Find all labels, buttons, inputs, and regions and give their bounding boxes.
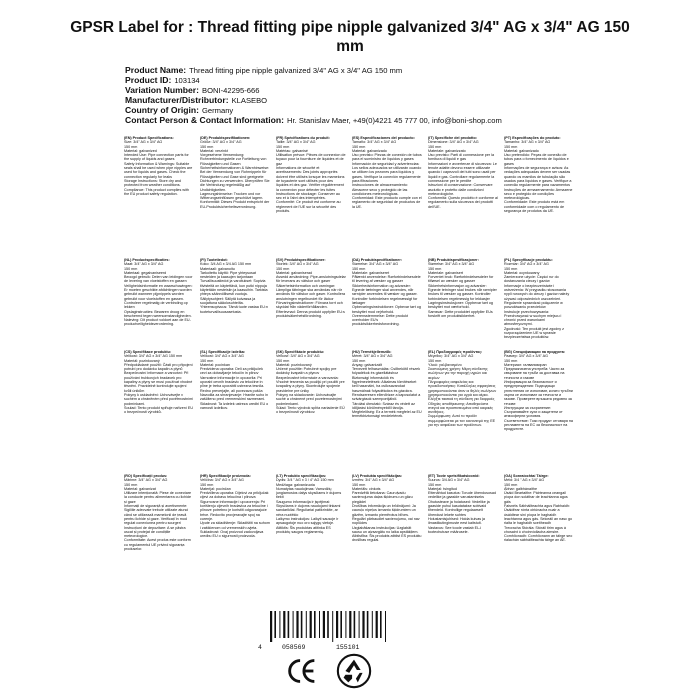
spec-cell-text: Velikost: 3/4" AG x 3/4" AG 150 mm Materiál: pozinkovaný Předpokládané použití: Části pro připojení potrubí pro dodávku kapalin a plynů Bezpečnostní informace a varování: Při používání trubkových bradavek pro kapaliny a plyny se musí používat vhodné těsnění. Pravidelně kontrolujte spojení kvůli únikům Pokyny k uskladnění: Uchovávejte v suchém a chráněném před povětrnostními podmínkami. Soulad: Tento produkt splňuje nařízení EU o bezpečnosti výrobků. bbox=[124, 354, 194, 415]
meta-row-manufacturer: Manufacturer/Distributor: KLASEBO bbox=[125, 94, 268, 105]
spec-cell-heading: (GA) Sonraíochtaí Táirge: bbox=[504, 474, 549, 478]
page-title: GPSR Label for : Thread fitting pipe nipple galvanized 3/4" AG x 3/4" AG 150 mm bbox=[70, 19, 630, 55]
ean-barcode bbox=[258, 611, 390, 651]
spec-cell-text: Taille: 3/4" AG x 3/4" AG 150 mm Matériau: galvanisé Utilisation prévue: Pièces de connexion de tuyaux pour la fourniture de liquides et de gaz Informations de sécurité et avertissements: Des joints appropriés doivent être utilisés lorsque les mamelons de tuyauterie sont utilisés pour des liquides et des gaz. Vérifier régulièrement la connexion pour détecter les fuites Instructions de stockage: Conserver au sec et à l'abri des intempéries. Conformité: Ce produit est conforme au règlement de l'UE sur la sécurité des produits. bbox=[276, 140, 346, 214]
spec-cell bbox=[504, 474, 576, 564]
spec-cell-heading: (FR) Spécifications du produit: bbox=[276, 136, 330, 140]
spec-cell-heading: (NB) Produktspesifikasjoner: bbox=[428, 258, 479, 262]
spec-cell bbox=[428, 258, 500, 350]
spec-cell-text: Tamanho: 3/4" AG x 3/4" AG 150 mm Material: galvanizado Uso pretendido: Peças de conexão de tubos para o fornecimento de líquidos e gases Informações de segurança e avisos: As vedações adequadas devem ser usadas quando os mamilos de tubulação são usados para líquidos e gases. Verifique a conexão regularmente para vazamentos Instruções de armazenamento: Armazene seco e protegido de condições meteorológicas. Conformidade: Este produto está em conformidade com o regulamento de segurança de produtos da UE. bbox=[504, 140, 573, 214]
spec-cell-heading: (HU) Termékjellemzők: bbox=[352, 350, 392, 354]
spec-cell-heading: (EN) Product Specifications: bbox=[124, 136, 174, 140]
spec-cell-text: Méret: 3/4" AG x 3/4" AG 150 mm Anyag: galvanizált Tervezett felhasználás: Csőbekötő részek folyadékok és gázellátáshoz Biztonsági információk és figyelmeztetések: Alkalmas tömítéseket kell használni, ha csőcsavarokat használnak folyadékokra és gázokra. Rendszeresen ellenőrizze a kapcsolatot a szivárgások szempontjából. Tárolási útmutató: Száraz és védett az időjárási körülményektől tárolja. Megfelelőség: Ez a termék megfelel az EU termékbiztonsági rendeletének. bbox=[352, 354, 422, 419]
spec-cell-heading: (SK) Špecifikácie produktu: bbox=[276, 350, 325, 354]
product-meta bbox=[125, 66, 645, 125]
spec-cell-heading: (HR) Specifikacije proizvoda: bbox=[200, 474, 251, 478]
spec-cell-text: Izmērs: 3/4" AG x 3/4" AG 150 mm Materiāls: cinkots Paredzētā lietošana: Cauruļvadu savienojuma daļas šķidrumu un gāzu piegādei Drošības informācija un brīdinājumi: Ja cauruļu nipeļus izmanto šķidrumiem un gāzēm, izmanto piemērotus blīves. Regulāri pārbaudiet savienojumu, vai nav noplūdes Uzglabāšanas instrukcijas: Uzglabāt sausu un aizsargātu no laika apstākļiem. Atbilstība: Šis produkts atbilst ES produktu drošības regulai. bbox=[352, 478, 422, 543]
spec-cell bbox=[352, 258, 424, 350]
meta-row-contact: Contact Person & Contact Information: Hr. Stanislav Maer, +49(0)4221 45 777 00, info@boni-shop.com bbox=[125, 114, 502, 125]
spec-cell-text: Size: 3/4" AG x 3/4" AG 150 mm Material: galvanized Intended Use: Pipe connection parts for the supply of liquids and gases Safety Information & Warnings: Suitable seals shall be used when pipe nipples are used for liquids and gases. Check the connection regularly for leaks Storage Instructions: Store dry and protected from weather conditions. Compliance: This product complies with the EU product safety regulation. bbox=[124, 140, 193, 196]
spec-cell-text: Veľkosť: 3/4" AG x 3/4" AG 150 mm Materiál: pozinkovaný Určené použitie: Potrubné spojky pre dodávky kvapalín a plynov Bezpečnostné informácie a varovania: Vhodné tesnenia sa použijú pri použití pre kvapaliny a plyny. Skontrolujte spojenie pravidelne pre úniky Pokyny na skladovanie: Uchovávajte suché a chránené pred poveternostnými podmienkami. Súlad: Tento výrobok spĺňa nariadenie EÚ o bezpečnosti výrobkov. bbox=[276, 354, 345, 415]
spec-cell-text: Størrelse: 3/4" AG x 3/4" AG 150 mm Materiale: galvaniseret Påtænkt anvendelse: Rørforbindelsesdele til levering af væsker og gasser Sikkerhedsinformation og advarsler: Egnede tætninger skal anvendes, når rørnipler anvendes til væsker og gasser. Kontroller forbindelsen regelmæssigt for lækager Opbevaringsinstruktioner: Opbevar tørt og beskyttet mod vejrforhold. Overensstemmelse: Dette produkt overholder EU's produktsikkerhedsforordning. bbox=[352, 262, 421, 327]
spec-cell-text: Maat: 3/4" AG x 3/4" AG 150 mm Materiaal: gegalvaniseerd Beoogd gebruik: Delen van leidingen voor de levering van vloeistoffen en gassen Veiligheidsinformatie en waarschuwingen: Er moeten geschikte afdichtingen worden gebruikt wanneer pijpnippels worden gebruikt voor vloeistoffen en gassen. Controleer regelmatig de verbinding op lekken Opslaginstructies: Bewaren droog en beschermd tegen weersomstandigheden. Naleving: Dit product voldoet aan de EU-productveiligheidsverordening. bbox=[124, 262, 193, 327]
recycling-icon bbox=[335, 652, 373, 690]
meta-row-product-name: Product Name: Thread fitting pipe nipple galvanized 3/4" AG x 3/4" AG 150 mm bbox=[125, 65, 403, 75]
spec-cell bbox=[124, 474, 196, 564]
spec-cell-text: Veličina: 3/4" AG x 3/4" AG 150 mm Materijal: pocinčan Predviđena uporaba: Dijelovi za priključak cijevi za dobavu tekućina i plinova Sigurnosne informacije i upozorenja: Pri korištenju cijevnih bradavica za tekućine i plinove potrebno je koristiti odgovarajuće brtve. Redovito provjeravajte spoj na curenje. Upute za skladištenje: Skladištiti na suhom i zaštićenom od vremenskih uvjeta. Sukladnost: Ovaj proizvod zadovoljava uredbu EU o sigurnosti proizvoda. bbox=[200, 478, 270, 539]
spec-cell-heading: (DE) Produktspezifikationen: bbox=[200, 136, 251, 140]
spec-cell-text: Velikost: 3/4" AG x 3/4" AG 150 mm Material: pocinkan Predvidena uporaba: Deli za priključek cevi za dobavljanje tekočin in plinov Varnostne informacije in opozorila: Pri uporabi cevnih bradavic za tekočine in pline je treba uporabiti ustrezna tesnila. Redno preverjajte, ali povezava pušča Navodila za shranjevanje: Hranite suho in zaščiteno pred vremenskimi razmerami. Skladnost: Ta izdelek ustreza uredbi EU o varnosti izdelkov. bbox=[200, 354, 269, 410]
spec-cell-heading: (LT) Produkto specifikacijos: bbox=[276, 474, 327, 478]
spec-cell bbox=[352, 474, 424, 564]
spec-cell-text: Storlek: 3/4" AG x 3/4" AG 150 mm Material: galvaniserad Avsedd användning: Pipe-anslutningsdelar för leverans av vätskor och gaser Säkerhetsinformation och varningar: Lämpliga tätningar ska användas när rör används för vätskor och gaser. Kontrollera anslutningen regelbundet för läckor Förvaringsinstruktioner: Förvara torrt och skyddat från väderförhållanden. Efterlevnad: Denna produkt uppfyller EU:s produktsäkerhetsförordning. bbox=[276, 262, 346, 318]
spec-cell bbox=[200, 474, 272, 564]
spec-cell-text: Mărime: 3/4" AG x 3/4" AG 150 mm Material: galvanizat Utilizare intenționată: Piese de conectare la conducte pentru alimentarea cu lichide și gaze Informații de siguranță și avertismente: Sigiliile adecvate trebuie utilizate atunci când se utilizează mamelonii de țeavă pentru lichide și gaze. Verificați în mod regulat conexiunea pentru scurgeri Instrucțiuni de depozitare: A se păstra uscat și protejat de condițiile meteorologice. Conformitate: Acest produs este conform cu regulamentul UE privind siguranța produselor. bbox=[124, 478, 192, 552]
meta-row-country-of-origin: Country of Origin: Germany bbox=[125, 104, 234, 115]
spec-cell bbox=[276, 350, 348, 474]
spec-cell-heading: (CS) Specifikace produktu: bbox=[124, 350, 172, 354]
spec-cell-text: Größe: 3/4" AG x 3/4" AG 150 mm Material: verzinkt Vorgesehene Verwendung: Rohrverbindungsteile zur Fortleitung von Flüssigkeiten und Gasen Sicherheitsinformationen & Warnhinweise: Bei der Verwendung von Rohrnippeln für Flüssigkeiten und Gase sind geeignete Dichtungen zu verwenden. Überprüfen Sie die Verbindung regelmäßig auf Undichtigkeiten. Lagerungshinweise: Trocken und vor Witterungseinflüssen geschützt lagern. Konformität: Dieses Produkt entspricht der EU-Produktsicherheitsverordnung. bbox=[200, 140, 270, 209]
spec-cell-heading: (LV) Produkta specifikācijas: bbox=[352, 474, 403, 478]
spec-cell bbox=[504, 350, 576, 474]
spec-cell-text: Размер: 3/4" AG x 3/4" AG 150 mm Материал: галванизиран Предназначена употреба: Части за свързване на тръби за доставка на течности и газове Информация за безопасност и предупреждения: Подходящи уплътнения се използват, когато тръбни зърна се използват за течности и газове. Проверете връзката редовно за течове Инструкции за съхранение: Съхранявайте сухи и защитени от атмосферни условия. Съответствие: Този продукт отговаря на регламента на ЕС за безопасност на продуктите. bbox=[504, 354, 573, 432]
spec-cell bbox=[124, 258, 196, 350]
spec-cell bbox=[200, 258, 272, 350]
spec-cell-text: Μέγεθος: 3/4" AG x 3/4" AG 150 mm Υλικό: γαλβανισμένο Σκοπούμενη χρήση: Μέρη σύνδεσης σωλήνων για την παροχή υγρών και αερίων Πληροφορίες ασφαλείας και προειδοποιήσεις: Κατάλληλες σφραγίσεις χρησιμοποιούνται όταν οι θηλές σωλήνων χρησιμοποιούνται για υγρά και αέρια. Ελέγξτε τακτικά τη σύνδεση για διαρροές Οδηγίες αποθήκευσης: Αποθηκεύστε στεγνά και προστατευμένα από καιρικές συνθήκες. Συμμόρφωση: Αυτό το προϊόν συμμορφώνεται με τον κανονισμό της ΕΕ για την ασφάλεια των προϊόντων. bbox=[428, 354, 497, 428]
spec-cell-heading: (PL) Specyfikacje produktu: bbox=[504, 258, 553, 262]
spec-cell bbox=[428, 136, 500, 258]
spec-cell bbox=[352, 136, 424, 258]
spec-cell-text: Rozmiar: 3/4" AG x 3/4" AG 150 mm Materiał: ocynkowany Zamierzone użycie: Części rur do dostarczania cieczy i gazów Informacje o bezpieczeństwie i ostrzeżenia: W przypadku stosowania nypli rurowych do cieczy i gazów należy używać odpowiednich uszczelnień. Regularnie sprawdzać połączenie w poszukiwaniu przecieków Instrukcje przechowywania: Przechowywać w suchym miejscu i chronić przed warunkami atmosferycznymi. Zgodność: Ten produkt jest zgodny z rozporządzeniem UE w sprawie bezpieczeństwa produktów. bbox=[504, 262, 570, 340]
spec-cell-heading: (PT) Especificações do produto: bbox=[504, 136, 561, 140]
spec-cell bbox=[124, 136, 196, 258]
spec-cell-text: Koko: 3/4 AG x 3/4 AG 150 mm Materiaali: galvanoitu Tarkoitettu käyttö: Pipe yhteysosat nesteiden ja kaasujen tarjontaan Turvallisuustiedot ja varoitukset: Sopivia tiivisteitä on käytettävä, kun putki nippuja käytetään nesteisiin ja kaasuihin. Tarkista yhteys säännöllisesti vuotoja. Säilytysohjeet: Säilytä kuivassa ja suojattuna sääolosuhteilta. Yhteensopivuus: Tämä tuote vastaa EU:n tuoteturvallisuusasetusta. bbox=[200, 262, 268, 314]
spec-cell bbox=[504, 136, 576, 258]
language-spec-grid bbox=[124, 136, 576, 564]
barcode-left-digits: 058569 bbox=[282, 644, 306, 651]
spec-cell-heading: (DA) Produktspecifikationer: bbox=[352, 258, 402, 262]
spec-cell bbox=[352, 350, 424, 474]
spec-cell-text: Dydis: 3/4 " AG x 3 / 4" AG 150 mm Medžiaga: galvanizuota Numatytas naudojimas: Vamzdžių jungiamosios dalys skysčiams ir dujoms tiekti Saugumo informacija ir įspėjimai: Skysčiams ir dujoms naudojami tinkami sandarikliai. Reguliariai patikrinkite, ar nėra nuotėkio Laikymo instrukcijos: Laikyti sausoje ir apsaugotoje nuo oro sąlygų vietoje. Atitiktis: Šis produktas atitinka ES produktų saugos reglamentą. bbox=[276, 478, 342, 534]
spec-cell bbox=[200, 350, 272, 474]
spec-cell-heading: (BG) Спецификации на продукта: bbox=[504, 350, 566, 354]
spec-cell-heading: (ET) Toote spetsifikatsioonid: bbox=[428, 474, 480, 478]
barcode-lead-digit: 4 bbox=[258, 644, 262, 651]
spec-cell-heading: (EL) Προδιαγραφές προϊόντος: bbox=[428, 350, 483, 354]
spec-cell bbox=[276, 474, 348, 564]
spec-cell-text: Méid: 3/4 " AG x 3/4" AG 150 mm Ábhar: galbhánaithe Úsáid Beartaithe: Páirteanna ceangail píopa don soláthar de leachtanna agus gáis Faisnéis Sábháilteachta agus Rabhaidh: Úsáidfear rónta oiriúnacha nuair a úsáidtear siní píopa le haghaidh leachtanna agus gás. Seiceáil an nasc go rialta le haghaidh sceitheadh Treoracha Stórála: Stóráil tirim agus á chosaint ó choinníollacha aimsire. Comhlíonadh: Comhlíonann an táirge seo rialachán sábháilteachta táirge an AE. bbox=[504, 478, 573, 543]
spec-cell-heading: (SV) Produktspecifikationer: bbox=[276, 258, 326, 262]
spec-cell-heading: (NL) Productspecificaties: bbox=[124, 258, 170, 262]
spec-cell-heading: (SL) Specifikacije izdelka: bbox=[200, 350, 246, 354]
spec-cell-text: Suurus: 3/4 AG x 3/4" AG 150 mm Materjal: tsingitud Ettenähtud kasutus: Torude ühendusosad vedelike ja gaaside varustamiseks Ohutusteave ja hoiatused: Vedelike ja gaaside puhul kasutatakse sobivaid tihendeid. Kontrollige regulaarselt ühendust lekete suhtes Hoiustamisjuhised: Hoida kuivas ja ilmastikutingimuste eest kaitstult. Vastavus: See toode vastab EL-i tooteohutuse määrusele. bbox=[428, 478, 496, 534]
spec-cell bbox=[276, 136, 348, 258]
spec-cell bbox=[276, 258, 348, 350]
spec-cell-text: Tamaño: 3/4" AG x 3/4" AG 150 mm Material: galvanizado Uso previsto: Piezas de conexión de tubos para el suministro de líquidos y gases Información de seguridad y advertencias: Los sellos adecuados se utilizarán cuando se utilicen los pezones para líquidos y gases. Verifique la conexión regularmente para filtraciones Instrucciones de almacenamiento: Almacene seco y protegido de las condiciones meteorológicas. Conformidad: Este producto cumple con el reglamento de seguridad de productos de la UE. bbox=[352, 140, 422, 209]
spec-cell bbox=[428, 474, 500, 564]
spec-cell bbox=[504, 258, 576, 350]
meta-row-variation-number: Variation Number: BONI-42295-666 bbox=[125, 84, 260, 95]
spec-cell-heading: (FI) Tuotetiedot: bbox=[200, 258, 228, 262]
meta-row-product-id: Product ID: 103134 bbox=[125, 74, 200, 85]
spec-cell bbox=[428, 350, 500, 474]
spec-cell-text: Dimensione: 3/4" AG x 3/4" AG 150 mm Materiale: galvanizzato Uso previsto: Parti di connessione per la fornitura di liquidi e gas Informazioni e avvertenze di sicurezza: Le tenute adatte devono essere utilizzate quando i capezzoli dei tubi sono usati per liquidi e gas. Controllare regolarmente la connessione per le perdite Istruzioni di conservazione: Conservare asciutto e protetto dalle condizioni meteorologiche. Conformità: Questo prodotto è conforme al regolamento sulla sicurezza dei prodotti dell'UE. bbox=[428, 140, 498, 209]
spec-cell bbox=[124, 350, 196, 474]
barcode-right-digits: 155101 bbox=[336, 644, 360, 651]
spec-cell bbox=[200, 136, 272, 258]
spec-cell-heading: (RO) Specificații produs: bbox=[124, 474, 168, 478]
spec-cell-heading: (ES) Especificaciones del producto: bbox=[352, 136, 415, 140]
spec-cell-heading: (IT) Specifiche del prodotto: bbox=[428, 136, 477, 140]
spec-cell-text: Størrelse: 3/4" AG x 3/4" AG 150 mm Materiale: galvanisert Forventet bruk: Rørforbindelsesdeler for tilførsel av væsker og gasser Sikkerhetsinformasjon og advarsler: Egnede tetninger skal brukes når rørnipler brukes til væsker og gasser. Kontroller forbindelsen regelmessig for lekkasjer Lagringsinstruksjoner: Oppbevar tørt og beskyttet mot værforhold. Samsvar: Dette produktet oppfyller EUs forskrift om produktsikkerhet. bbox=[428, 262, 497, 318]
ce-mark-icon bbox=[283, 652, 321, 690]
compliance-marks bbox=[283, 652, 373, 690]
